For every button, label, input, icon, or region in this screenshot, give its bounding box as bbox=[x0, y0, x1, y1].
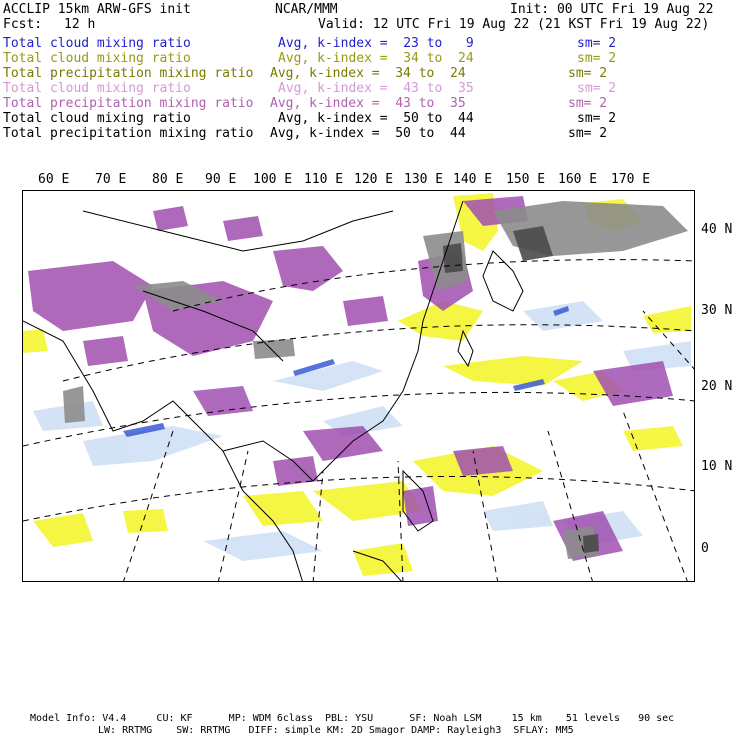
field-name: Total cloud mixing ratio bbox=[3, 51, 191, 66]
field-sm: sm= 2 bbox=[577, 51, 617, 66]
lon-label: 100 E bbox=[253, 172, 293, 187]
field-name: Total cloud mixing ratio bbox=[3, 81, 191, 96]
lon-label: 150 E bbox=[506, 172, 546, 187]
field-avg: Avg, k-index = 43 to 35 bbox=[270, 96, 466, 111]
field-sm: sm= 2 bbox=[568, 96, 608, 111]
field-sm: sm= 2 bbox=[568, 126, 608, 141]
lon-label: 130 E bbox=[404, 172, 444, 187]
field-name: Total cloud mixing ratio bbox=[3, 111, 191, 126]
model-info-line1: Model Info: V4.4 CU: KF MP: WDM 6class PBL: YSU SF: Noah LSM 15 km 51 levels 90 sec bbox=[30, 713, 675, 724]
field-sm: sm= 2 bbox=[577, 81, 617, 96]
lon-label: 70 E bbox=[95, 172, 127, 187]
field-sm: sm= 2 bbox=[577, 111, 617, 126]
model-info-line2: LW: RRTMG SW: RRTMG DIFF: simple KM: 2D Smagor DAMP: Rayleigh3 SFLAY: MM5 bbox=[98, 725, 574, 736]
lon-label: 160 E bbox=[558, 172, 598, 187]
model-title: ACCLIP 15km ARW-GFS init bbox=[3, 2, 191, 17]
forecast-hours: 12 h bbox=[64, 17, 96, 32]
lat-label: 30 N bbox=[701, 303, 733, 318]
lon-label: 60 E bbox=[38, 172, 70, 187]
field-avg: Avg, k-index = 43 to 35 bbox=[278, 81, 474, 96]
lon-label: 120 E bbox=[354, 172, 394, 187]
weather-map bbox=[22, 190, 695, 582]
valid-time: Valid: 12 UTC Fri 19 Aug 22 (21 KST Fri 19 Aug 22) bbox=[318, 17, 710, 32]
field-avg: Avg, k-index = 23 to 9 bbox=[278, 36, 474, 51]
init-time: Init: 00 UTC Fri 19 Aug 22 bbox=[510, 2, 714, 17]
field-avg: Avg, k-index = 34 to 24 bbox=[270, 66, 466, 81]
lat-label: 40 N bbox=[701, 222, 733, 237]
forecast-label: Fcst: bbox=[3, 17, 43, 32]
center-label: NCAR/MMM bbox=[275, 2, 338, 17]
field-avg: Avg, k-index = 34 to 24 bbox=[278, 51, 474, 66]
lon-label: 80 E bbox=[152, 172, 184, 187]
field-sm: sm= 2 bbox=[568, 66, 608, 81]
field-name: Total cloud mixing ratio bbox=[3, 36, 191, 51]
lon-label: 110 E bbox=[304, 172, 344, 187]
field-name: Total precipitation mixing ratio bbox=[3, 126, 254, 141]
lon-label: 90 E bbox=[205, 172, 237, 187]
lon-label: 170 E bbox=[611, 172, 651, 187]
field-avg: Avg, k-index = 50 to 44 bbox=[270, 126, 466, 141]
lon-label: 140 E bbox=[453, 172, 493, 187]
map-canvas bbox=[23, 191, 695, 582]
field-name: Total precipitation mixing ratio bbox=[3, 96, 254, 111]
lat-label: 0 bbox=[701, 541, 709, 556]
field-avg: Avg, k-index = 50 to 44 bbox=[278, 111, 474, 126]
field-sm: sm= 2 bbox=[577, 36, 617, 51]
lat-label: 10 N bbox=[701, 459, 733, 474]
field-name: Total precipitation mixing ratio bbox=[3, 66, 254, 81]
lat-label: 20 N bbox=[701, 379, 733, 394]
